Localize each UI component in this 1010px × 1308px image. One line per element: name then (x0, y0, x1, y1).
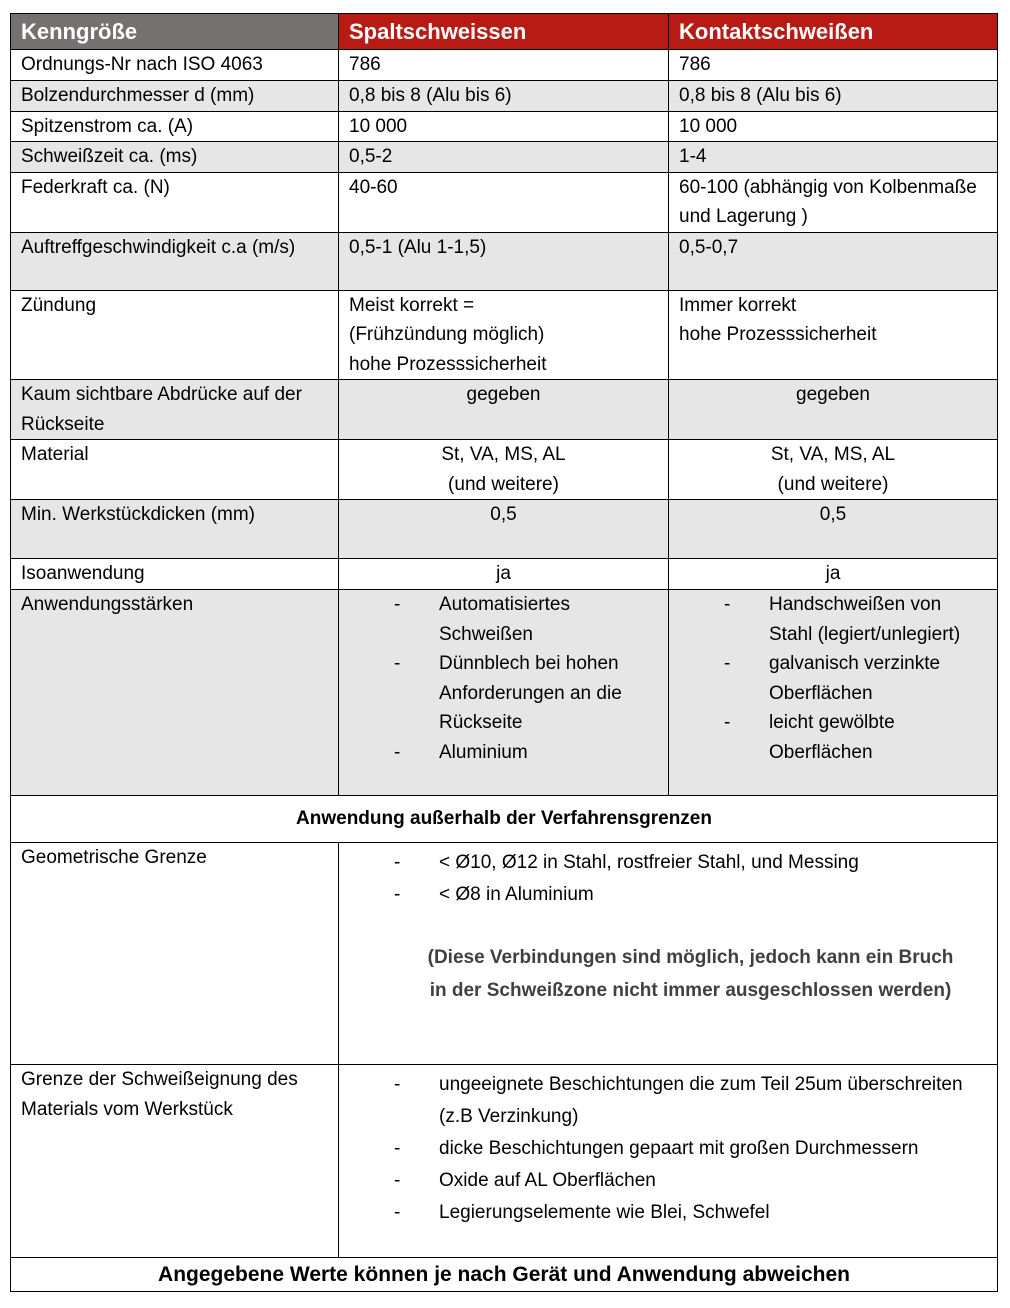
row-label: Ordnungs-Nr nach ISO 4063 (11, 50, 339, 81)
table-row (11, 80, 998, 111)
suitability-row (11, 1065, 998, 1258)
kontakt-value (669, 290, 998, 380)
spalt-value: 0,5-2 (339, 142, 669, 173)
row-label: Anwendungsstärken (11, 590, 339, 796)
kontakt-value: 1-4 (669, 142, 998, 173)
row-label: Material (11, 440, 339, 500)
row-label: Bolzendurchmesser d (mm) (11, 80, 339, 111)
value-line: Immer korrekt (679, 294, 797, 316)
table-row (11, 500, 998, 559)
value-line: (Frühzündung möglich) (349, 324, 545, 345)
geometric-row (11, 843, 998, 1065)
header-kontaktschweissen: Kontaktschweißen (669, 14, 998, 50)
spalt-value: 40-60 (339, 172, 669, 232)
list-item: - ungeeignete Beschichtungen die zum Teil 25um überschreiten (z.B Verzinkung) (394, 1069, 987, 1133)
list-item: - leicht gewölbte Oberflächen (724, 708, 987, 767)
table-row (11, 142, 998, 173)
value-line: St, VA, MS, AL (770, 444, 896, 465)
spalt-value: 0,8 bis 8 (Alu bis 6) (339, 80, 669, 111)
list-item: - Aluminium (394, 738, 658, 768)
section-title: Anwendung außerhalb der Verfahrensgrenzen (11, 796, 998, 843)
value-line: Meist korrekt = (349, 294, 475, 316)
kontakt-value: 60-100 (abhängig von Kolbenmaße und Lagerung ) (669, 172, 998, 232)
row-label: Isoanwendung (11, 559, 339, 590)
kontakt-value: 786 (669, 50, 998, 81)
spalt-value: 786 (339, 50, 669, 81)
kontakt-value: 0,5-0,7 (669, 232, 998, 290)
strengths-list (679, 590, 987, 767)
table-row (11, 380, 998, 440)
kontakt-value: gegeben (669, 380, 998, 440)
suitability-label: Grenze der Schweißeignung des Materials vom Werkstück (11, 1065, 339, 1258)
footer-note: Angegebene Werte können je nach Gerät und Anwendung abweichen (11, 1258, 998, 1292)
value-line: (und weitere) (448, 473, 559, 495)
spalt-value: 10 000 (339, 111, 669, 142)
list-item: - < Ø8 in Aluminium (394, 879, 987, 911)
spalt-value: 0,5 (339, 500, 669, 559)
spalt-value (339, 440, 669, 500)
row-label: Spitzenstrom ca. (A) (11, 111, 339, 142)
table-row (11, 172, 998, 232)
row-label: Zündung (11, 290, 339, 380)
value-line: hohe Prozesssicherheit (679, 324, 877, 345)
row-label: Min. Werkstückdicken (mm) (11, 500, 339, 559)
list-item: - < Ø10, Ø12 in Stahl, rostfreier Stahl, und Messing (394, 847, 987, 879)
spalt-value: 0,5-1 (Alu 1-1,5) (339, 232, 669, 290)
table-row (11, 290, 998, 380)
geometric-content (339, 843, 998, 1065)
header-row (11, 14, 998, 50)
table-row (11, 232, 998, 290)
spalt-value (339, 590, 669, 796)
spalt-value: gegeben (339, 380, 669, 440)
list-item: - galvanisch verzinkte Oberflächen (724, 649, 987, 708)
table-row (11, 50, 998, 81)
geometric-note (349, 941, 987, 1007)
spalt-value (339, 290, 669, 380)
row-label: Federkraft ca. (N) (11, 172, 339, 232)
strengths-list (349, 590, 658, 767)
row-label: Schweißzeit ca. (ms) (11, 142, 339, 173)
list-item: - Oxide auf AL Oberflächen (394, 1165, 987, 1197)
suitability-content (339, 1065, 998, 1258)
kontakt-value: 0,8 bis 8 (Alu bis 6) (669, 80, 998, 111)
table-row (11, 559, 998, 590)
list-item: - Handschweißen von Stahl (legiert/unlegiert) (724, 590, 987, 649)
comparison-table (10, 13, 998, 1292)
note-line: (Diese Verbindungen sind möglich, jedoch kann ein Bruch (427, 947, 954, 968)
list-item: - Automatisiertes Schweißen (394, 590, 658, 649)
note-line: in der Schweißzone nicht immer ausgeschlossen werden) (429, 980, 952, 1001)
kontakt-value (669, 590, 998, 796)
table-row (11, 590, 998, 796)
value-line: (und weitere) (777, 473, 889, 495)
suitability-list (349, 1069, 987, 1229)
header-spaltschweissen: Spaltschweissen (339, 14, 669, 50)
row-label: Kaum sichtbare Abdrücke auf der Rückseite (11, 380, 339, 440)
table-row (11, 440, 998, 500)
footer-row (11, 1258, 998, 1292)
kontakt-value (669, 440, 998, 500)
section-row (11, 796, 998, 843)
spalt-value: ja (339, 559, 669, 590)
list-item: - dicke Beschichtungen gepaart mit großen Durchmessern (394, 1133, 987, 1165)
geometric-list (349, 847, 987, 911)
row-label: Auftreffgeschwindigkeit c.a (m/s) (11, 232, 339, 290)
kontakt-value: 10 000 (669, 111, 998, 142)
geometric-label: Geometrische Grenze (11, 843, 339, 1065)
list-item: - Legierungselemente wie Blei, Schwefel (394, 1197, 987, 1229)
kontakt-value: ja (669, 559, 998, 590)
value-line: St, VA, MS, AL (441, 444, 566, 465)
list-item: - Dünnblech bei hohen Anforderungen an die Rückseite (394, 649, 658, 738)
header-kenngroesse: Kenngröße (11, 14, 339, 50)
table-row (11, 111, 998, 142)
value-line: hohe Prozesssicherheit (349, 353, 547, 375)
kontakt-value: 0,5 (669, 500, 998, 559)
